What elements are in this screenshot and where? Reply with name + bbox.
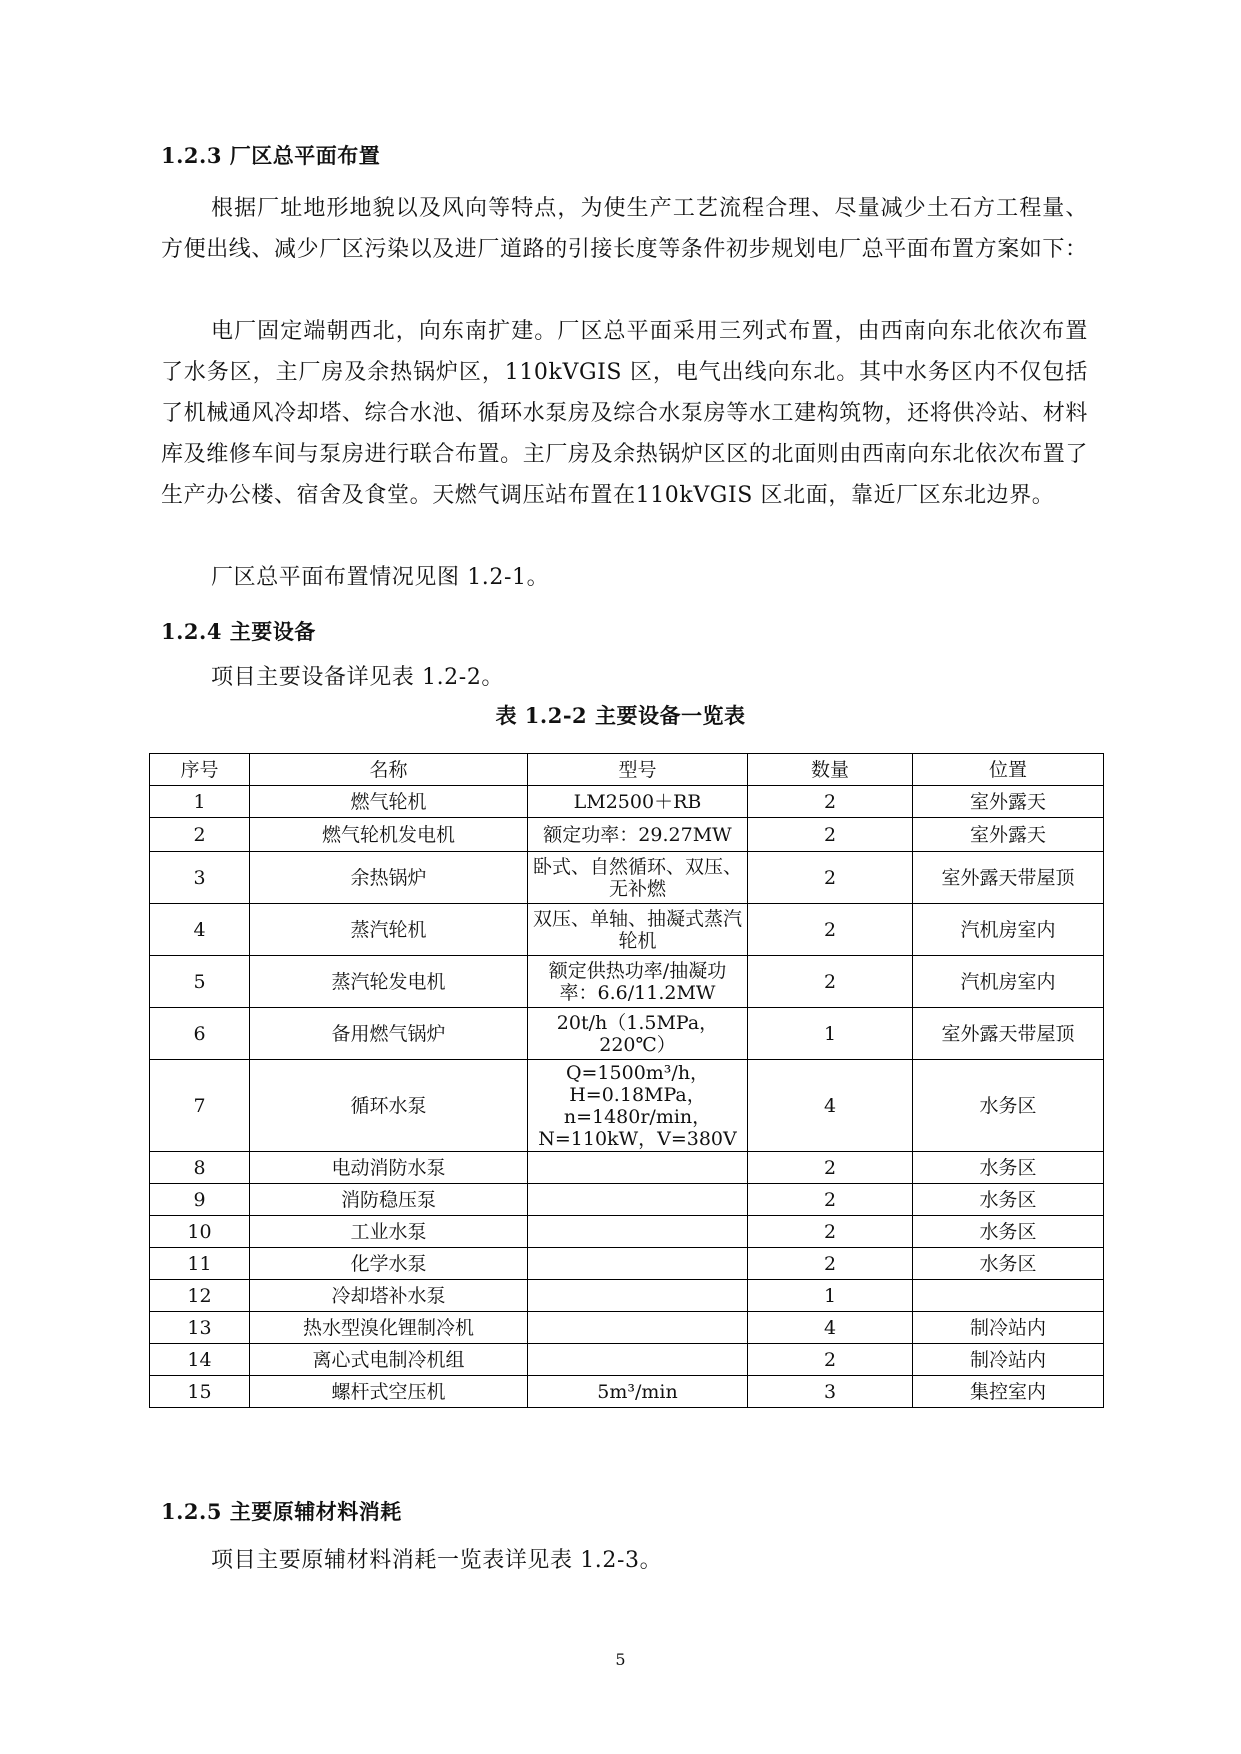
cell-index: 7 — [150, 1060, 250, 1152]
cell-index: 10 — [150, 1216, 250, 1248]
cell-model: 5m³/min — [528, 1376, 748, 1408]
cell-model: 额定供热功率/抽凝功率：6.6/11.2MW — [528, 956, 748, 1008]
section-heading-1-2-5: 1.2.5 主要原辅材料消耗 — [161, 1499, 402, 1524]
cell-quantity: 2 — [748, 1248, 913, 1280]
cell-location: 汽机房室内 — [913, 904, 1104, 956]
cell-location: 室外露天带屋顶 — [913, 1008, 1104, 1060]
cell-model: 额定功率：29.27MW — [528, 818, 748, 852]
cell-location: 水务区 — [913, 1216, 1104, 1248]
cell-quantity: 2 — [748, 852, 913, 904]
cell-name: 备用燃气锅炉 — [250, 1008, 528, 1060]
cell-index: 14 — [150, 1344, 250, 1376]
table-body — [150, 786, 1104, 1408]
cell-location: 水务区 — [913, 1152, 1104, 1184]
cell-name: 燃气轮机发电机 — [250, 818, 528, 852]
cell-model: LM2500＋RB — [528, 786, 748, 818]
table-caption: 表 1.2-2 主要设备一览表 — [495, 703, 746, 728]
cell-name: 蒸汽轮机 — [250, 904, 528, 956]
cell-model: 双压、单轴、抽凝式蒸汽轮机 — [528, 904, 748, 956]
cell-model: 卧式、自然循环、双压、无补燃 — [528, 852, 748, 904]
cell-location — [913, 1280, 1104, 1312]
cell-name: 电动消防水泵 — [250, 1152, 528, 1184]
cell-index: 8 — [150, 1152, 250, 1184]
equipment-table — [149, 753, 1104, 1408]
cell-model: Q=1500m³/h，H=0.18MPa，n=1480r/min，N=110kW，V=380V — [528, 1060, 748, 1152]
cell-location: 汽机房室内 — [913, 956, 1104, 1008]
cell-index: 12 — [150, 1280, 250, 1312]
cell-location: 水务区 — [913, 1060, 1104, 1152]
cell-quantity: 4 — [748, 1060, 913, 1152]
section-heading-1-2-4: 1.2.4 主要设备 — [161, 619, 316, 644]
table-row — [150, 1376, 1104, 1408]
cell-quantity: 2 — [748, 1152, 913, 1184]
cell-model — [528, 1248, 748, 1280]
cell-index: 6 — [150, 1008, 250, 1060]
cell-name: 循环水泵 — [250, 1060, 528, 1152]
cell-quantity: 2 — [748, 904, 913, 956]
cell-index: 2 — [150, 818, 250, 852]
paragraph-site-basis: 根据厂址地形地貌以及风向等特点，为使生产工艺流程合理、尽量减少土石方工程量、方便出线、减少厂区污染以及进厂道路的引接长度等条件初步规划电厂总平面布置方案如下： — [161, 196, 1088, 262]
cell-quantity: 3 — [748, 1376, 913, 1408]
cell-index: 11 — [150, 1248, 250, 1280]
cell-model — [528, 1280, 748, 1312]
cell-location: 室外露天带屋顶 — [913, 852, 1104, 904]
paragraph-materials-table-ref: 项目主要原辅材料消耗一览表详见表 1.2-3。 — [211, 1548, 663, 1573]
table-row — [150, 818, 1104, 852]
cell-location: 水务区 — [913, 1184, 1104, 1216]
cell-name: 热水型溴化锂制冷机 — [250, 1312, 528, 1344]
header-cell-location: 位置 — [913, 754, 1104, 786]
cell-location: 集控室内 — [913, 1376, 1104, 1408]
table-row — [150, 786, 1104, 818]
cell-quantity: 2 — [748, 956, 913, 1008]
cell-model — [528, 1312, 748, 1344]
table-row — [150, 1184, 1104, 1216]
cell-model — [528, 1344, 748, 1376]
cell-location: 室外露天 — [913, 786, 1104, 818]
cell-model: 20t/h（1.5MPa，220℃） — [528, 1008, 748, 1060]
table-row — [150, 1248, 1104, 1280]
table-header-row — [150, 754, 1104, 786]
cell-name: 冷却塔补水泵 — [250, 1280, 528, 1312]
cell-name: 离心式电制冷机组 — [250, 1344, 528, 1376]
cell-location: 室外露天 — [913, 818, 1104, 852]
section-heading-1-2-3: 1.2.3 厂区总平面布置 — [161, 143, 381, 168]
table-row — [150, 1060, 1104, 1152]
cell-name: 消防稳压泵 — [250, 1184, 528, 1216]
table-row — [150, 1312, 1104, 1344]
cell-location: 制冷站内 — [913, 1312, 1104, 1344]
header-cell-index: 序号 — [150, 754, 250, 786]
cell-quantity: 1 — [748, 1008, 913, 1060]
cell-index: 9 — [150, 1184, 250, 1216]
paragraph-layout-figure-ref: 厂区总平面布置情况见图 1.2-1。 — [211, 565, 550, 590]
table-row — [150, 1280, 1104, 1312]
table-row — [150, 1152, 1104, 1184]
table-row — [150, 1216, 1104, 1248]
page-number: 5 — [615, 1650, 626, 1669]
table-row — [150, 904, 1104, 956]
table-row — [150, 1344, 1104, 1376]
cell-index: 3 — [150, 852, 250, 904]
header-cell-model: 型号 — [528, 754, 748, 786]
cell-name: 蒸汽轮发电机 — [250, 956, 528, 1008]
paragraph-equipment-table-ref: 项目主要设备详见表 1.2-2。 — [211, 665, 505, 690]
table-row — [150, 852, 1104, 904]
cell-quantity: 2 — [748, 1344, 913, 1376]
header-cell-quantity: 数量 — [748, 754, 913, 786]
cell-quantity: 4 — [748, 1312, 913, 1344]
cell-quantity: 2 — [748, 786, 913, 818]
cell-name: 化学水泵 — [250, 1248, 528, 1280]
header-cell-name: 名称 — [250, 754, 528, 786]
cell-model — [528, 1216, 748, 1248]
table-row — [150, 956, 1104, 1008]
cell-index: 15 — [150, 1376, 250, 1408]
cell-name: 余热锅炉 — [250, 852, 528, 904]
paragraph-layout-description: 电厂固定端朝西北，向东南扩建。厂区总平面采用三列式布置，由西南向东北依次布置了水务区，主厂房及余热锅炉区，110kVGIS 区，电气出线向东北。其中水务区内不仅包括了机械通风冷却塔、综合水池、循环水泵房及综合水泵房等水工建构筑物，还将供冷站、材料库及维修车间与泵房进行联合布置。主厂房及余热锅炉区区的北面则由西南向东北依次布置了生产办公楼、宿舍及食堂。天燃气调压站布置在110kVGIS 区北面，靠近厂区东北边界。 — [161, 319, 1088, 508]
cell-model — [528, 1152, 748, 1184]
cell-model — [528, 1184, 748, 1216]
cell-quantity: 2 — [748, 1216, 913, 1248]
cell-quantity: 1 — [748, 1280, 913, 1312]
cell-location: 制冷站内 — [913, 1344, 1104, 1376]
cell-location: 水务区 — [913, 1248, 1104, 1280]
table-row — [150, 1008, 1104, 1060]
cell-name: 燃气轮机 — [250, 786, 528, 818]
cell-index: 13 — [150, 1312, 250, 1344]
cell-index: 1 — [150, 786, 250, 818]
cell-quantity: 2 — [748, 818, 913, 852]
cell-name: 螺杆式空压机 — [250, 1376, 528, 1408]
cell-quantity: 2 — [748, 1184, 913, 1216]
cell-name: 工业水泵 — [250, 1216, 528, 1248]
cell-index: 5 — [150, 956, 250, 1008]
cell-index: 4 — [150, 904, 250, 956]
